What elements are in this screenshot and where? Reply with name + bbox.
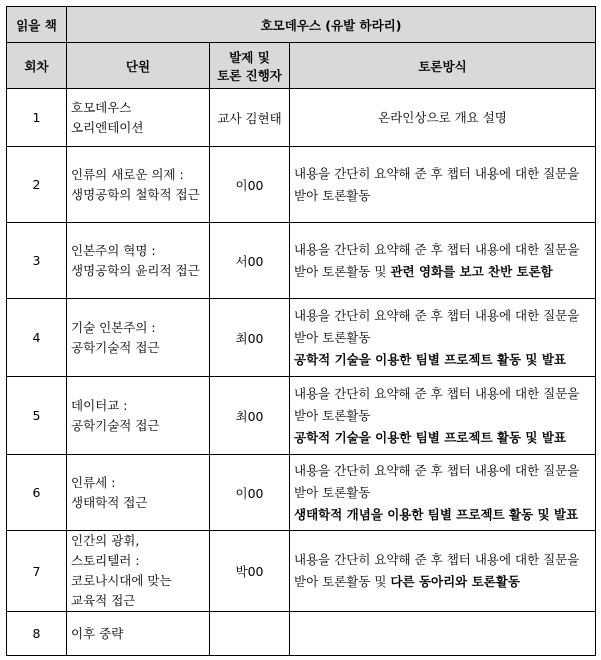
presenter-cell: 최00 <box>210 377 290 455</box>
unit-cell <box>67 455 210 531</box>
presenter-cell: 서00 <box>210 223 290 299</box>
book-title: 호모데우스 (유발 하라리) <box>67 7 596 43</box>
unit-cell <box>67 377 210 455</box>
session-cell: 5 <box>7 377 67 455</box>
unit-cell <box>67 612 210 656</box>
header-presenter-line2: 토론 진행자 <box>217 67 282 83</box>
method-text: 내용을 간단히 요약해 준 후 챕터 내용에 대한 질문을 받아 토론활동 및 <box>294 241 580 279</box>
method-highlight: 관련 영화를 보고 찬반 토론함 <box>390 263 553 279</box>
presenter-cell: 최00 <box>210 299 290 377</box>
unit-cell <box>67 531 210 612</box>
method-highlight: 생태학적 개념을 이용한 팀별 프로젝트 활동 및 발표 <box>294 506 579 522</box>
table-row <box>7 223 596 299</box>
book-label: 읽을 책 <box>7 7 67 43</box>
table-row <box>7 377 596 455</box>
session-cell: 6 <box>7 455 67 531</box>
session-cell: 3 <box>7 223 67 299</box>
unit-cell <box>67 147 210 223</box>
unit-line: 코로나시대에 맞는 <box>71 573 172 588</box>
method-text: 내용을 간단히 요약해 준 후 챕터 내용에 대한 질문을 받아 토론활동 <box>294 385 580 423</box>
unit-line: 생명공학의 윤리적 접근 <box>71 262 200 278</box>
presenter-cell: 이00 <box>210 455 290 531</box>
unit-line: 인간의 광휘, <box>71 533 140 548</box>
presenter-cell: 교사 김현태 <box>210 89 290 147</box>
method-text: 온라인상으로 개요 설명 <box>378 109 507 125</box>
unit-cell <box>67 223 210 299</box>
unit-line: 이후 중략 <box>71 625 124 641</box>
book-row <box>7 7 596 43</box>
presenter-cell: 박00 <box>210 531 290 612</box>
method-text: 내용을 간단히 요약해 준 후 챕터 내용에 대한 질문을 받아 토론활동 <box>294 165 580 203</box>
unit-cell <box>67 299 210 377</box>
method-cell <box>290 377 596 455</box>
unit-line: 인류세 : <box>71 474 116 490</box>
unit-line: 인류의 새로운 의제 : <box>71 166 184 182</box>
table-row <box>7 455 596 531</box>
method-cell <box>290 147 596 223</box>
unit-line: 호모데우스 <box>71 99 132 115</box>
header-session: 회차 <box>7 43 67 89</box>
method-cell <box>290 531 596 612</box>
session-cell: 2 <box>7 147 67 223</box>
method-cell <box>290 89 596 147</box>
method-cell <box>290 455 596 531</box>
unit-line: 데이터교 : <box>71 397 128 413</box>
header-presenter <box>210 43 290 89</box>
method-highlight: 공학적 기술을 이용한 팀별 프로젝트 활동 및 발표 <box>294 351 566 367</box>
header-presenter-line1: 발제 및 <box>229 49 270 65</box>
unit-line: 오리엔테이션 <box>71 119 144 135</box>
method-highlight: 다른 동아리와 토론활동 <box>390 574 520 589</box>
column-header-row <box>7 43 596 89</box>
table-row <box>7 531 596 612</box>
unit-line: 생태학적 접근 <box>71 494 148 510</box>
unit-cell <box>67 89 210 147</box>
method-text: 내용을 간단히 요약해 준 후 챕터 내용에 대한 질문을 받아 토론활동 <box>294 462 580 500</box>
method-text: 내용을 간단히 요약해 준 후 챕터 내용에 대한 질문을 받아 토론활동 및 <box>294 552 580 589</box>
table-row <box>7 89 596 147</box>
unit-line: 교육적 접근 <box>71 593 136 608</box>
method-highlight: 공학적 기술을 이용한 팀별 프로젝트 활동 및 발표 <box>294 429 566 445</box>
unit-line: 기술 인본주의 : <box>71 319 156 335</box>
unit-line: 생명공학의 철학적 접근 <box>71 186 200 202</box>
method-cell <box>290 299 596 377</box>
session-cell: 1 <box>7 89 67 147</box>
unit-line: 공학기술적 접근 <box>71 417 160 433</box>
header-method: 토론방식 <box>290 43 596 89</box>
unit-line: 스토리텔러 : <box>71 553 140 568</box>
table-row <box>7 147 596 223</box>
session-cell: 4 <box>7 299 67 377</box>
method-cell <box>290 223 596 299</box>
method-text: 내용을 간단히 요약해 준 후 챕터 내용에 대한 질문을 받아 토론활동 <box>294 307 580 345</box>
session-cell: 7 <box>7 531 67 612</box>
session-cell: 8 <box>7 612 67 656</box>
table-row <box>7 299 596 377</box>
presenter-cell: 이00 <box>210 147 290 223</box>
table-row <box>7 612 596 656</box>
unit-line: 인본주의 혁명 : <box>71 242 156 258</box>
unit-line: 공학기술적 접근 <box>71 339 160 355</box>
presenter-cell <box>210 612 290 656</box>
header-unit: 단원 <box>67 43 210 89</box>
reading-schedule-table <box>6 6 596 656</box>
method-cell <box>290 612 596 656</box>
